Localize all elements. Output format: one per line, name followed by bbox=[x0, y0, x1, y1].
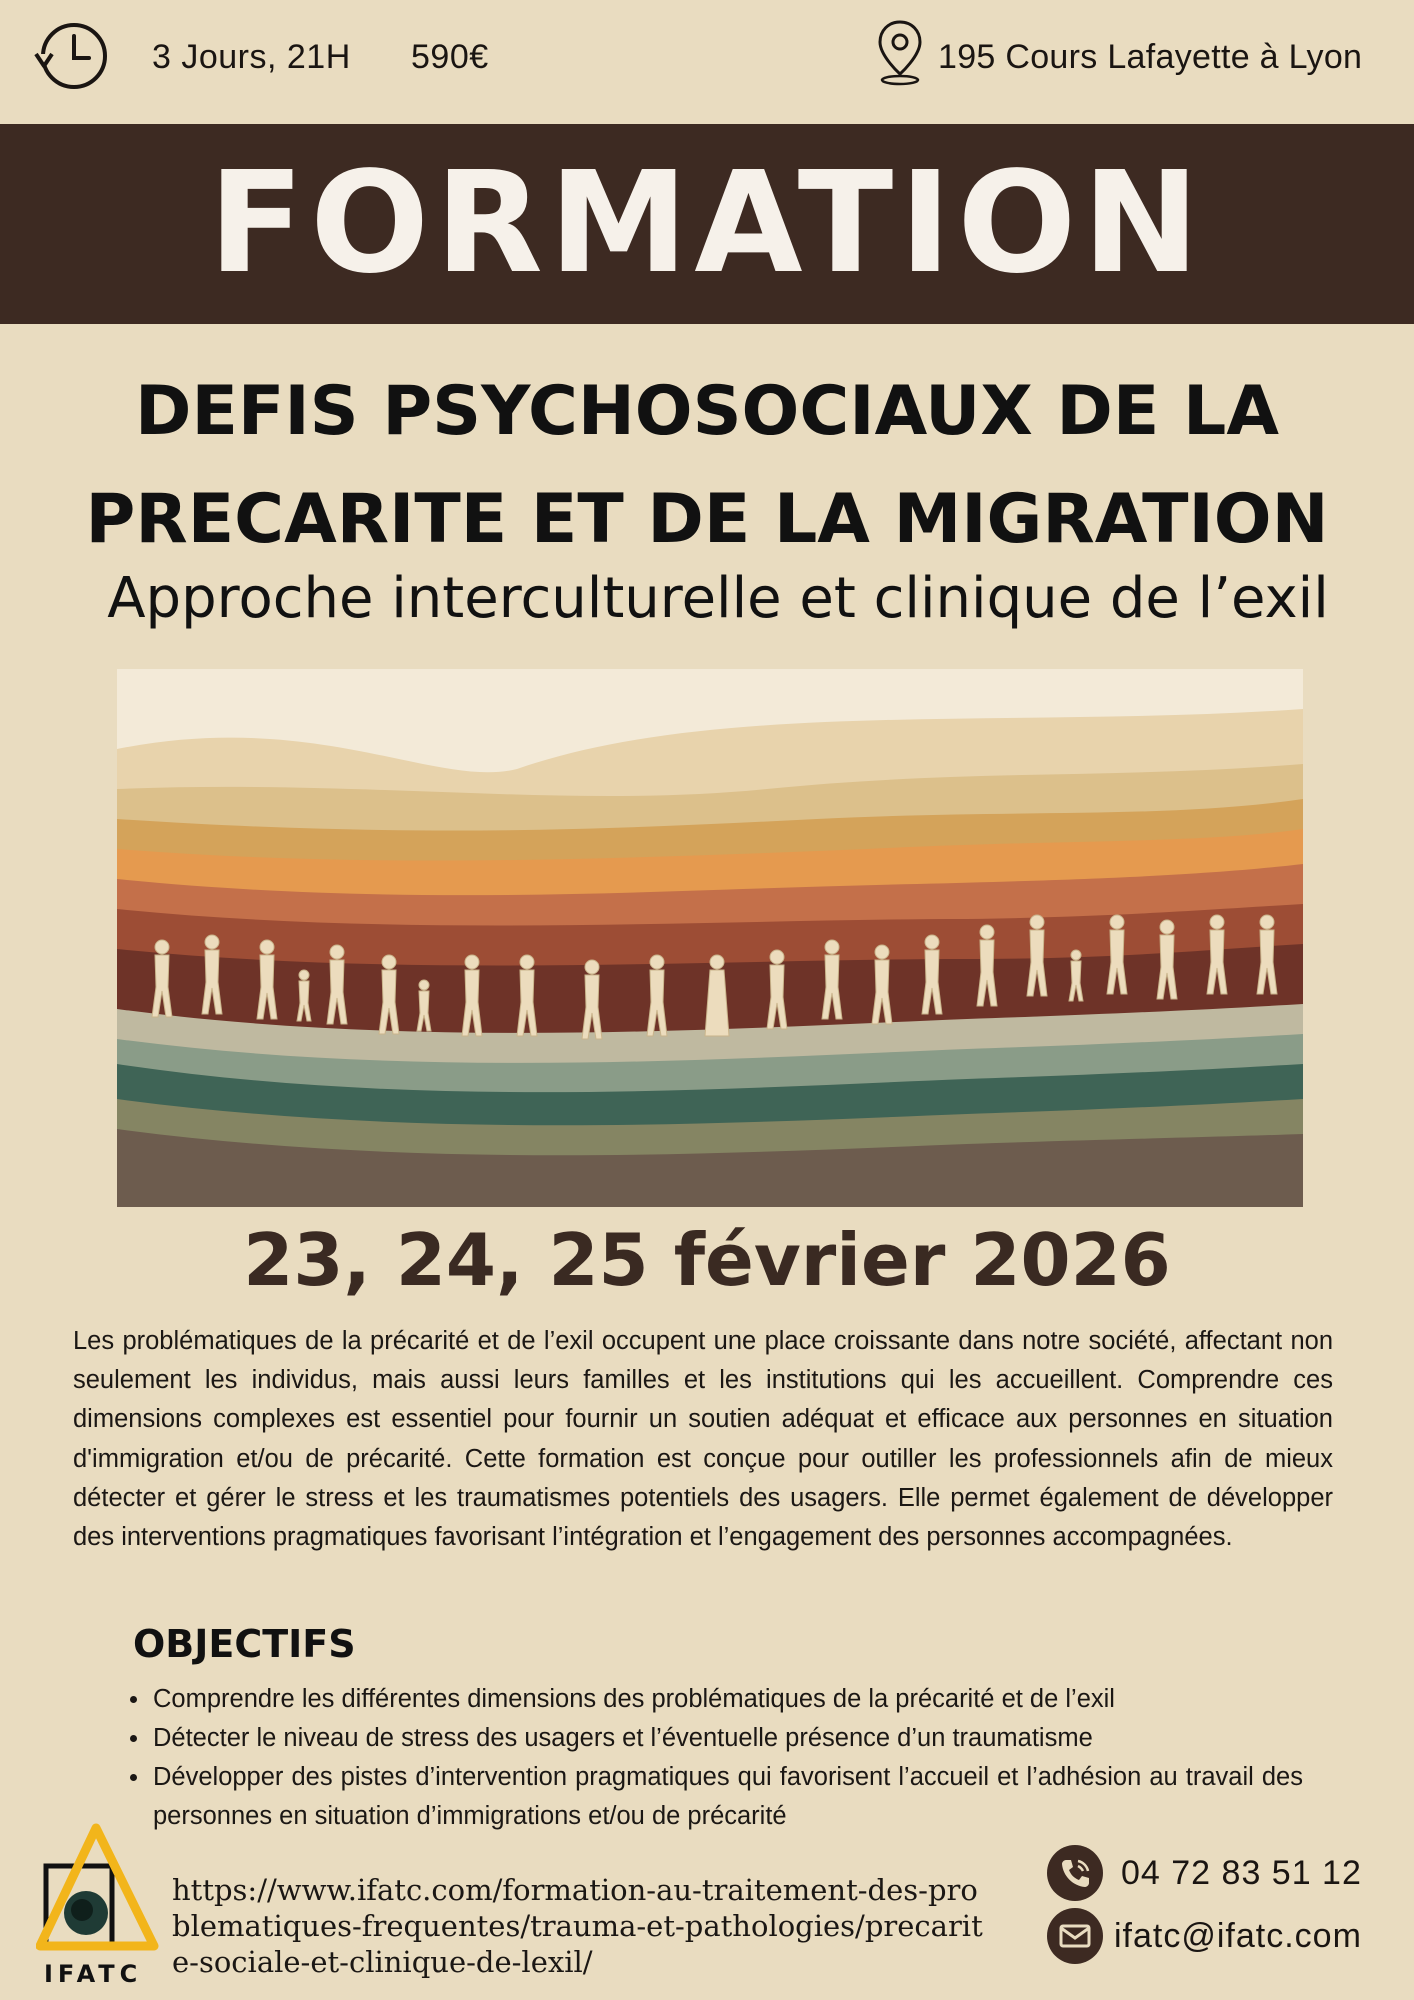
course-price: 590€ bbox=[411, 38, 489, 76]
objective-item: Développer des pistes d’intervention pragmatiques qui favorisent l’accueil et l’adhésion au travail des personnes en situation d’immigrations et/ou de précarité bbox=[153, 1758, 1303, 1836]
location-pin-icon bbox=[876, 18, 924, 86]
objectives-heading: OBJECTIFS bbox=[133, 1622, 356, 1666]
migration-illustration bbox=[117, 669, 1303, 1207]
formation-banner bbox=[0, 124, 1414, 324]
objective-item: Comprendre les différentes dimensions des problématiques de la précarité et de l’exil bbox=[153, 1680, 1303, 1719]
banner-title: FORMATION bbox=[208, 142, 1206, 305]
course-title-line-1: DEFIS PSYCHOSOCIAUX DE LA bbox=[135, 372, 1279, 451]
course-description: Les problématiques de la précarité et de l’exil occupent une place croissante dans notre société, affectant non seulement les individus, mais aussi leurs familles et les institutions qui les accueillent. Comprendre ces dimensions complexes est essentiel pour fournir un soutien adéquat et efficace aux personnes en situation d'immigration et/ou de précarité. Cette formation est conçue pour outiller les professionnels afin de mieux détecter et gérer le stress et les traumatismes potentiels des usagers. Elle permet également de développer des interventions pragmatiques favorisant l’intégration et l’engagement des personnes accompagnées. bbox=[73, 1327, 1333, 1552]
course-address: 195 Cours Lafayette à Lyon bbox=[938, 38, 1363, 76]
course-dates: 23, 24, 25 février 2026 bbox=[243, 1218, 1171, 1302]
phone-icon bbox=[1046, 1844, 1104, 1902]
course-title bbox=[0, 358, 1414, 574]
logo-text: IFATC bbox=[44, 1960, 143, 1988]
objectives-list bbox=[153, 1680, 1303, 1836]
mail-icon bbox=[1046, 1907, 1104, 1965]
course-url-link[interactable]: https://www.ifatc.com/formation-au-traitement-des-problematiques-frequentes/trauma-et-pathologies/precarite-sociale-et-clinique-de-lexil/ bbox=[172, 1873, 983, 1979]
email-address[interactable]: ifatc@ifatc.com bbox=[1114, 1917, 1362, 1955]
clock-icon bbox=[34, 20, 110, 92]
course-duration: 3 Jours, 21H bbox=[152, 38, 351, 76]
course-subtitle: Approche interculturelle et clinique de l’exil bbox=[107, 566, 1329, 631]
course-title-line-2: PRECARITE ET DE LA MIGRATION bbox=[85, 480, 1329, 559]
info-bar bbox=[0, 0, 1414, 124]
phone-number[interactable]: 04 72 83 51 12 bbox=[1121, 1854, 1362, 1892]
objective-item: Détecter le niveau de stress des usagers et l’éventuelle présence d’un traumatisme bbox=[153, 1719, 1303, 1758]
